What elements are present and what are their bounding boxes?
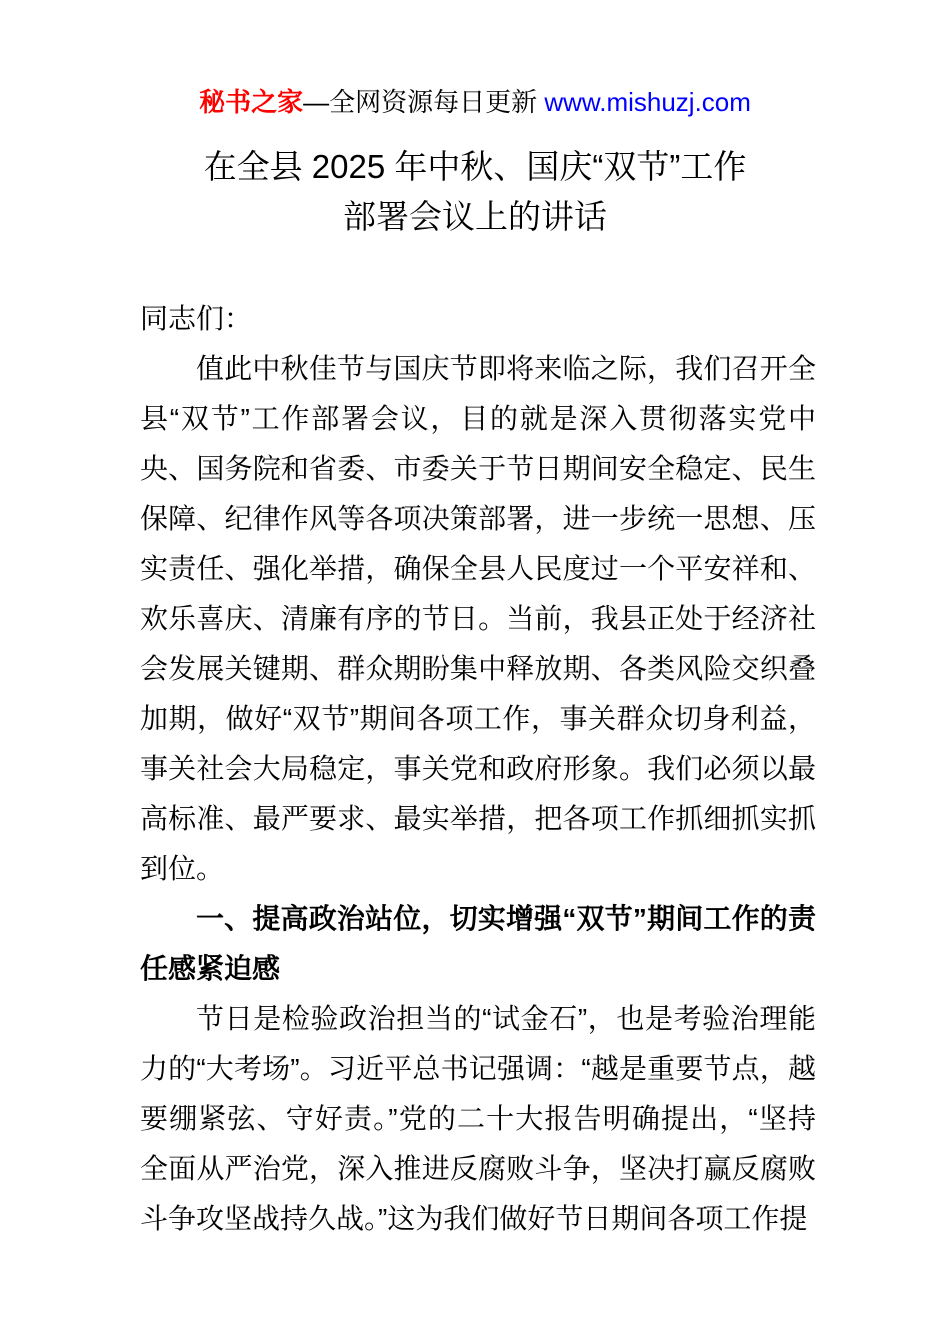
document-title-line1: 在全县 2025 年中秋、国庆“双节”工作 [203,148,747,185]
site-header [0,0,950,118]
site-tagline-text: —全网资源每日更新 [303,87,545,117]
paragraph-body-2: 节日是检验政治担当的“试金石”，也是考验治理能力的“大考场”。习近平总书记强调：“越是重要节点，越要绷紧弦、守好责。”党的二十大报告明确提出，“坚持全面从严治党，深入推进反腐败斗争，坚决打赢反腐败斗争攻坚战持久战。”这为我们做好节日期间各项工作提 [140,1003,816,1234]
document-body [140,294,816,1244]
site-url-link[interactable]: www.mishuzj.com [544,87,751,117]
document-title-line2: 部署会议上的讲话 [343,198,607,235]
site-brand-text: 秘书之家 [199,87,304,117]
document-title [0,142,950,242]
paragraph-body-1: 值此中秋佳节与国庆节即将来临之际，我们召开全县“双节”工作部署会议，目的就是深入贯彻落实党中央、国务院和省委、市委关于节日期间安全稳定、民生保障、纪律作风等各项决策部署，进一步统一思想、压实责任、强化举措，确保全县人民度过一个平安祥和、欢乐喜庆、清廉有序的节日。当前，我县正处于经济社会发展关键期、群众期盼集中释放期、各类风险交织叠加期，做好“双节”期间各项工作，事关群众切身利益，事关社会大局稳定，事关党和政府形象。我们必须以最高标准、最严要求、最实举措，把各项工作抓细抓实抓到位。 [140,353,816,884]
section-heading-1: 一、提高政治站位，切实增强“双节”期间工作的责任感紧迫感 [140,903,816,984]
paragraph-greeting: 同志们： [140,303,253,334]
